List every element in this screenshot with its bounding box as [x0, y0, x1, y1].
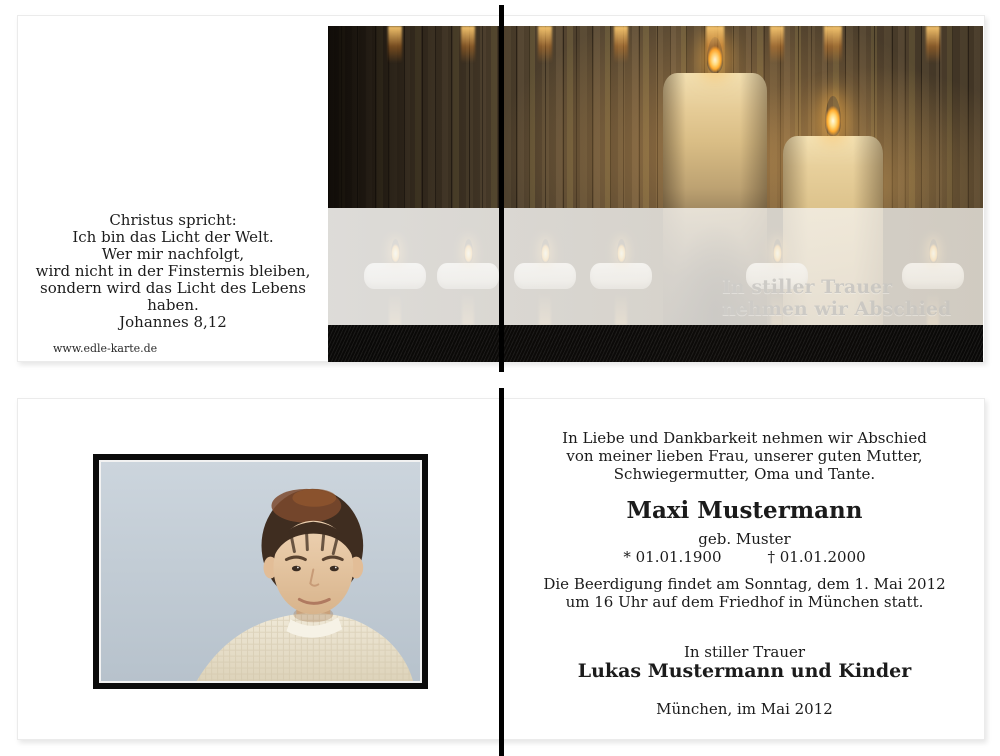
funeral-line: um 16 Uhr auf dem Friedhof in München statt. [565, 593, 924, 611]
funeral-line: Die Beerdigung findet am Sonntag, dem 1. Mai 2012 [543, 575, 946, 593]
funeral-info [504, 575, 985, 611]
life-dates [504, 548, 985, 566]
death-date: † 01.01.2000 [767, 548, 866, 566]
candles-photo [328, 26, 983, 362]
portrait-photo [93, 454, 428, 689]
floor [328, 325, 983, 362]
publisher-website: www.edle-karte.de [53, 342, 158, 355]
mourning-family: Lukas Mustermann und Kinder [577, 660, 912, 682]
reflection [461, 26, 475, 63]
deceased-name: Maxi Mustermann [626, 497, 863, 524]
reflection [614, 26, 628, 63]
verse-line: Wer mir nachfolgt, [101, 245, 245, 263]
maiden-name: geb. Muster [698, 530, 791, 548]
portrait-illustration [101, 462, 420, 681]
verse-line: Johannes 8,12 [119, 313, 227, 331]
verse-line: Ich bin das Licht der Welt. [72, 228, 274, 246]
reflection [706, 26, 724, 63]
verse-line: Christus spricht: [109, 211, 237, 229]
translucent-band [328, 208, 983, 325]
reflection [926, 26, 940, 63]
intro-text [504, 429, 985, 483]
intro-line: In Liebe und Dankbarkeit nehmen wir Abschied [562, 429, 927, 447]
verse-line: sondern wird das Licht des Lebens haben. [40, 279, 306, 314]
intro-line: Schwiegermutter, Oma und Tante. [613, 465, 876, 483]
fold-line [499, 5, 504, 372]
place-and-date: München, im Mai 2012 [656, 700, 833, 718]
fold-line [499, 388, 504, 756]
wood-background [328, 26, 983, 208]
reflection [538, 26, 552, 63]
reflection [388, 26, 402, 63]
birth-date: * 01.01.1900 [623, 548, 722, 566]
reflection [824, 26, 842, 63]
bible-verse [22, 212, 324, 331]
verse-line: wird nicht in der Finsternis bleiben, [35, 262, 311, 280]
closing-line: In stiller Trauer [683, 643, 806, 661]
memorial-text-page [504, 399, 985, 739]
intro-line: von meiner lieben Frau, unserer guten Mutter, [566, 447, 923, 465]
reflection [770, 26, 784, 63]
